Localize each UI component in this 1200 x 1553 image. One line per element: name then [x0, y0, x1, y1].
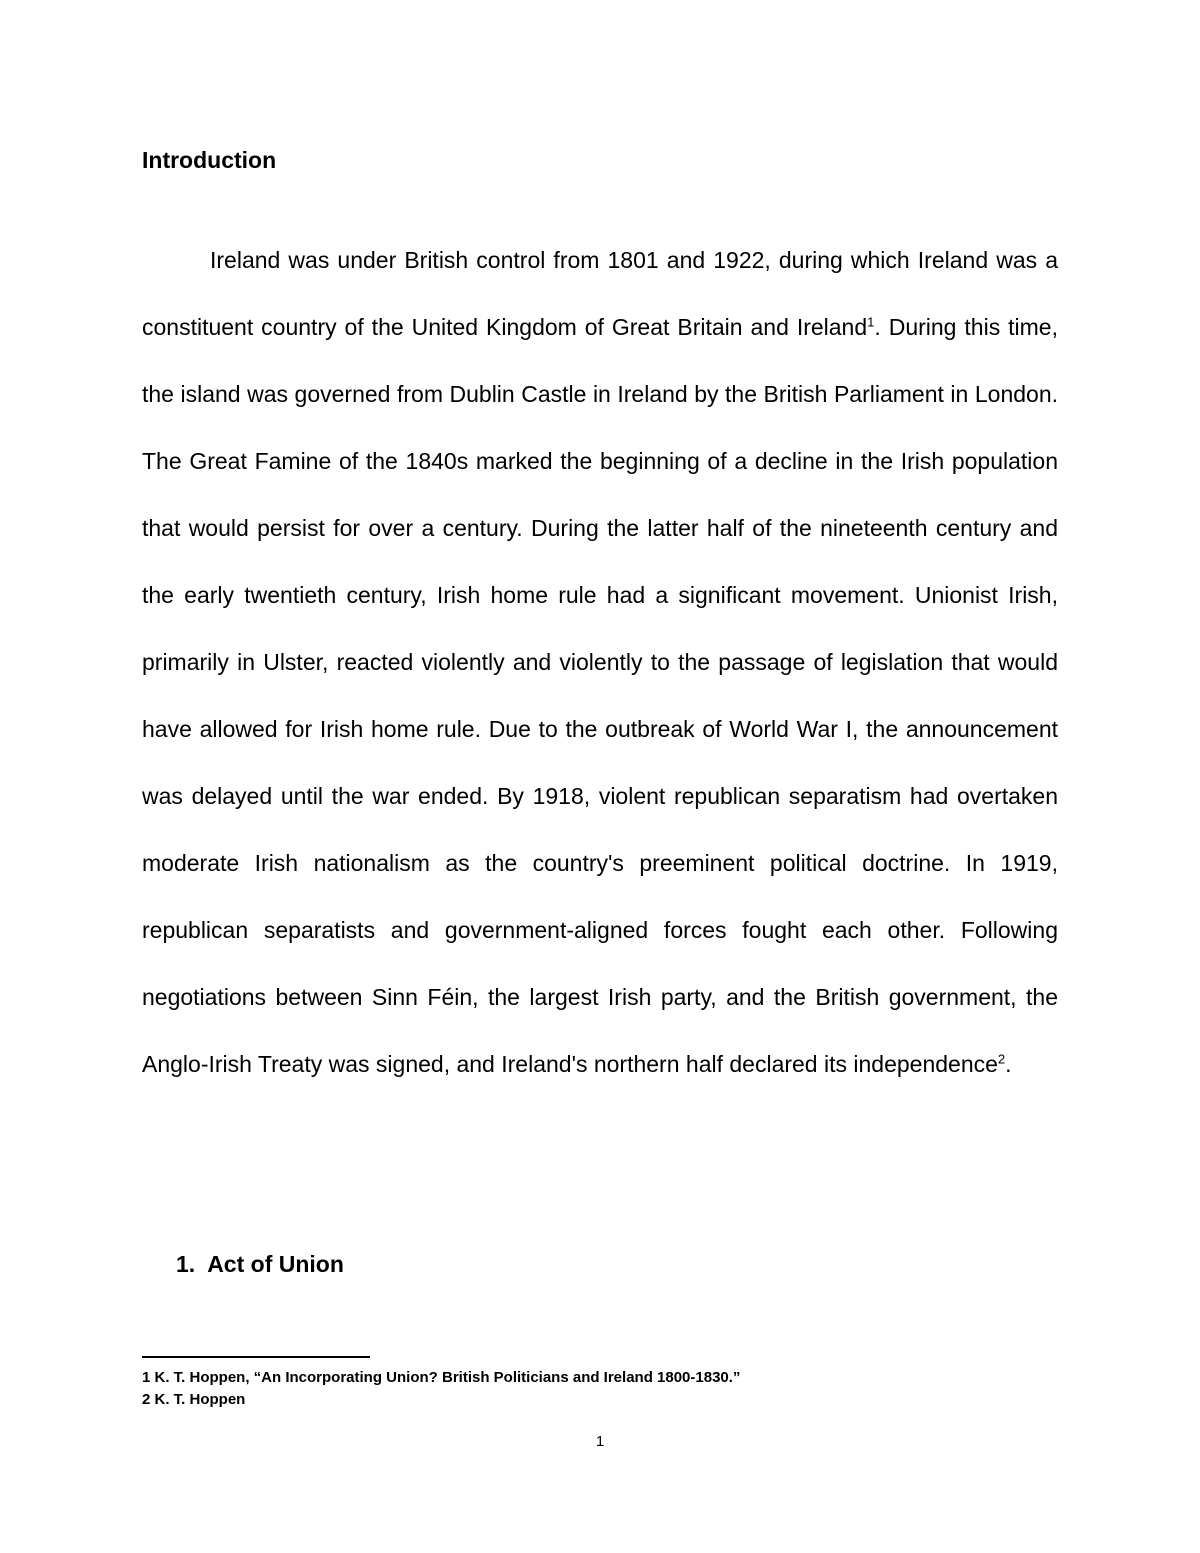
footnote-1: 1 K. T. Hoppen, “An Incorporating Union? British Politicians and Ireland 1800-1830.”: [142, 1369, 741, 1386]
footnote-reference-1[interactable]: 1: [867, 314, 875, 330]
footnote-reference-2[interactable]: 2: [997, 1051, 1006, 1067]
paragraph-text-part-3: .: [1005, 1051, 1012, 1077]
paragraph-text-part-1: Ireland was under British control from 1801 and 1922, during which Ireland was a constituent country of the United Kingdom of Great Britain and Ireland: [142, 247, 1058, 340]
page-number: 1: [595, 1433, 605, 1450]
section-number: 1.: [176, 1251, 196, 1277]
paragraph-text-part-2: . During this time, the island was governed from Dublin Castle in Ireland by the British Parliament in London. The Great Famine of the 1840s marked the beginning of a decline in the Irish population that would persist for over a century. During the latter half of the nineteenth century and the early twentieth century, Irish home rule had a significant movement. Unionist Irish, primarily in Ulster, reacted violently and violently to the passage of legislation that would have allowed for Irish home rule. Due to the outbreak of World War I, the announcement was delayed until the war ended. By 1918, violent republican separatism had overtaken moderate Irish nationalism as the country's preeminent political doctrine. In 1919, republican separatists and government-aligned forces fought each other. Following negotiations between Sinn Féin, the largest Irish party, and the British government, the Anglo-Irish Treaty was signed, and Ireland's northern half declared its independence: [142, 314, 1058, 1077]
footnotes: [142, 1367, 740, 1411]
footnote-2: 2 K. T. Hoppen: [142, 1391, 246, 1408]
footnote-divider: [142, 1356, 370, 1358]
introduction-paragraph: [142, 227, 1058, 1098]
section-title: Act of Union: [207, 1251, 344, 1277]
page-title: Introduction: [142, 147, 277, 173]
section-heading: [176, 1248, 344, 1280]
